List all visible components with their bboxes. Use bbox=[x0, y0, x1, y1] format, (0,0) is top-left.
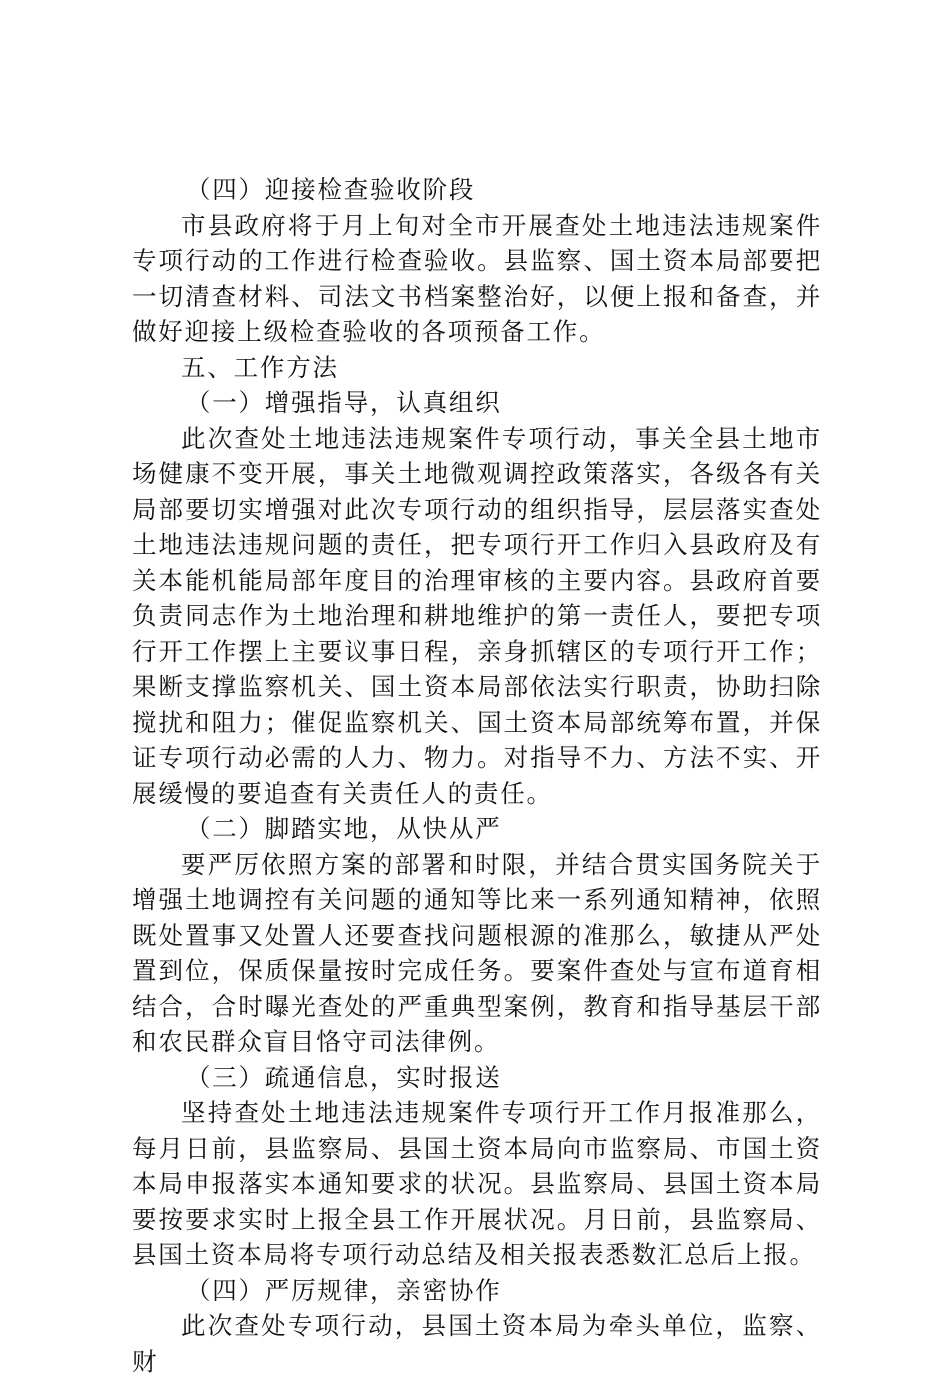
section-heading-discipline: （四）严厉规律，亲密协作 bbox=[185, 1275, 502, 1305]
section-heading-strict-handling: （二）脚踏实地，从快从严 bbox=[185, 814, 502, 843]
paragraph-guidance: 此次查处土地违法违规案件专项行动，事关全县土地市场健康不变开展，事关土地微观调控政策落实，各级各有关局部要切实增强对此次专项行动的组织指导，层层落实查处土地违法违规问题的责任，把专项行开工作归入县政府及有关本能机能局部年度目的治理审核的主要内容。县政府首要负责同志作为土地治理和耕地维护的第一责任人，要把专项行开工作摆上主要议事日程，亲身抓辖区的专项行开工作；果断支撑监察机关、国土资本局部依法实行职责，协助扫除搅扰和阻力；催促监察机关、国土资本局部统筹布置，并保证专项行动必需的人力、物力。对指导不力、方法不实、开展缓慢的要追查有关责任人的责任。 bbox=[132, 423, 822, 808]
paragraph-strict-handling: 要严厉依照方案的部署和时限，并结合贯实国务院关于增强土地调控有关问题的通知等比来一系列通知精神，依照既处置事又处置人还要查找问题根源的准那么，敏捷从严处置到位，保质保量按时完成任务。要案件查处与宣布道育相结合，合时曝光查处的严重典型案例，教育和指导基层干部和农民群众盲目恪守司法律例。 bbox=[132, 849, 822, 1056]
paragraph-inspection-stage: 市县政府将于月上旬对全市开展查处土地违法违规案件专项行动的工作进行检查验收。县监察、国土资本局部要把一切清查材料、司法文书档案整治好，以便上报和备查，并做好迎接上级检查验收的各项预备工作。 bbox=[132, 210, 822, 346]
section-heading-reporting: （三）疏通信息，实时报送 bbox=[185, 1062, 502, 1092]
paragraph-discipline: 此次查处专项行动，县国土资本局为牵头单位，监察、财 bbox=[132, 1311, 822, 1376]
section-heading-work-methods: 五、工作方法 bbox=[181, 352, 339, 382]
section-heading-inspection-stage: （四）迎接检查验收阶段 bbox=[185, 175, 476, 204]
paragraph-reporting: 坚持查处土地违法违规案件专项行开工作月报准那么，每月日前，县监察局、县国土资本局向市监察局、市国土资本局申报落实本通知要求的状况。县监察局、县国土资本局要按要求实时上报全县工作开展状况。月日前，县监察局、县国土资本局将专项行动总结及相关报表悉数汇总后上报。 bbox=[132, 1098, 822, 1269]
document-body bbox=[132, 172, 822, 1379]
section-heading-guidance: （一）增强指导，认真组织 bbox=[185, 388, 502, 417]
